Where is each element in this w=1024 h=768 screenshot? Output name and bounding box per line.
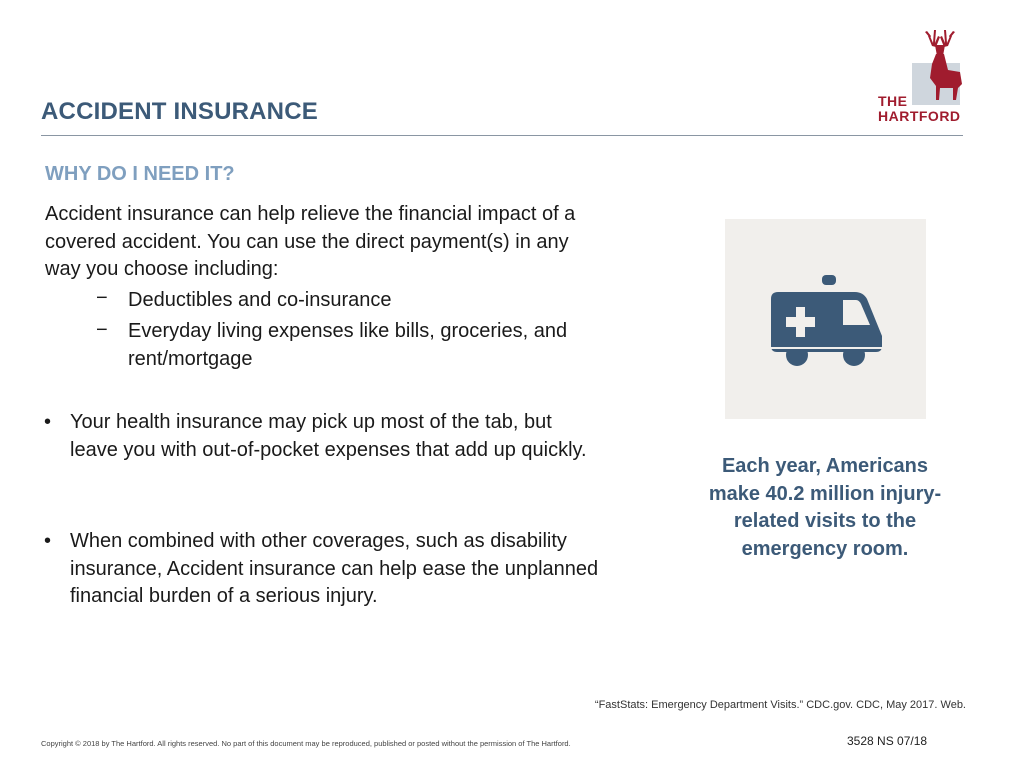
bullet-item: Your health insurance may pick up most of the tab, but leave you with out-of-pocket expenses that add up quickly. <box>70 411 587 461</box>
ambulance-image <box>725 219 926 419</box>
bullet-marker: • <box>44 411 52 433</box>
title-divider <box>41 135 963 136</box>
copyright-notice: Copyright © 2018 by The Hartford. All rights reserved. No part of this document may be reproduced, published or posted without the permission of The Hartford. <box>41 739 571 748</box>
dash-marker: − <box>96 287 108 309</box>
page-title: ACCIDENT INSURANCE <box>41 98 318 125</box>
logo-text-line2: HARTFORD <box>878 108 961 124</box>
section-subtitle: WHY DO I NEED IT? <box>45 163 235 185</box>
citation: “FastStats: Emergency Department Visits.” CDC.gov. CDC, May 2017. Web. <box>594 699 966 711</box>
dash-item: Everyday living expenses like bills, groceries, and rent/mortgage <box>128 320 568 370</box>
dash-marker: − <box>96 319 108 341</box>
intro-paragraph: Accident insurance can help relieve the financial impact of a covered accident. You can use the direct payment(s) in any way you choose including: <box>45 203 576 280</box>
statistic-callout: Each year, Americans make 40.2 million injury-related visits to the emergency room. <box>708 455 942 560</box>
bullet-item: When combined with other coverages, such as disability insurance, Accident insurance can help ease the unplanned financial burden of a serious injury. <box>70 530 599 607</box>
ambulance-icon <box>725 219 926 419</box>
logo-text-line1: THE <box>878 93 908 109</box>
bullet-marker: • <box>44 530 52 552</box>
document-number: 3528 NS 07/18 <box>847 734 928 748</box>
dash-item: Deductibles and co-insurance <box>128 289 392 311</box>
